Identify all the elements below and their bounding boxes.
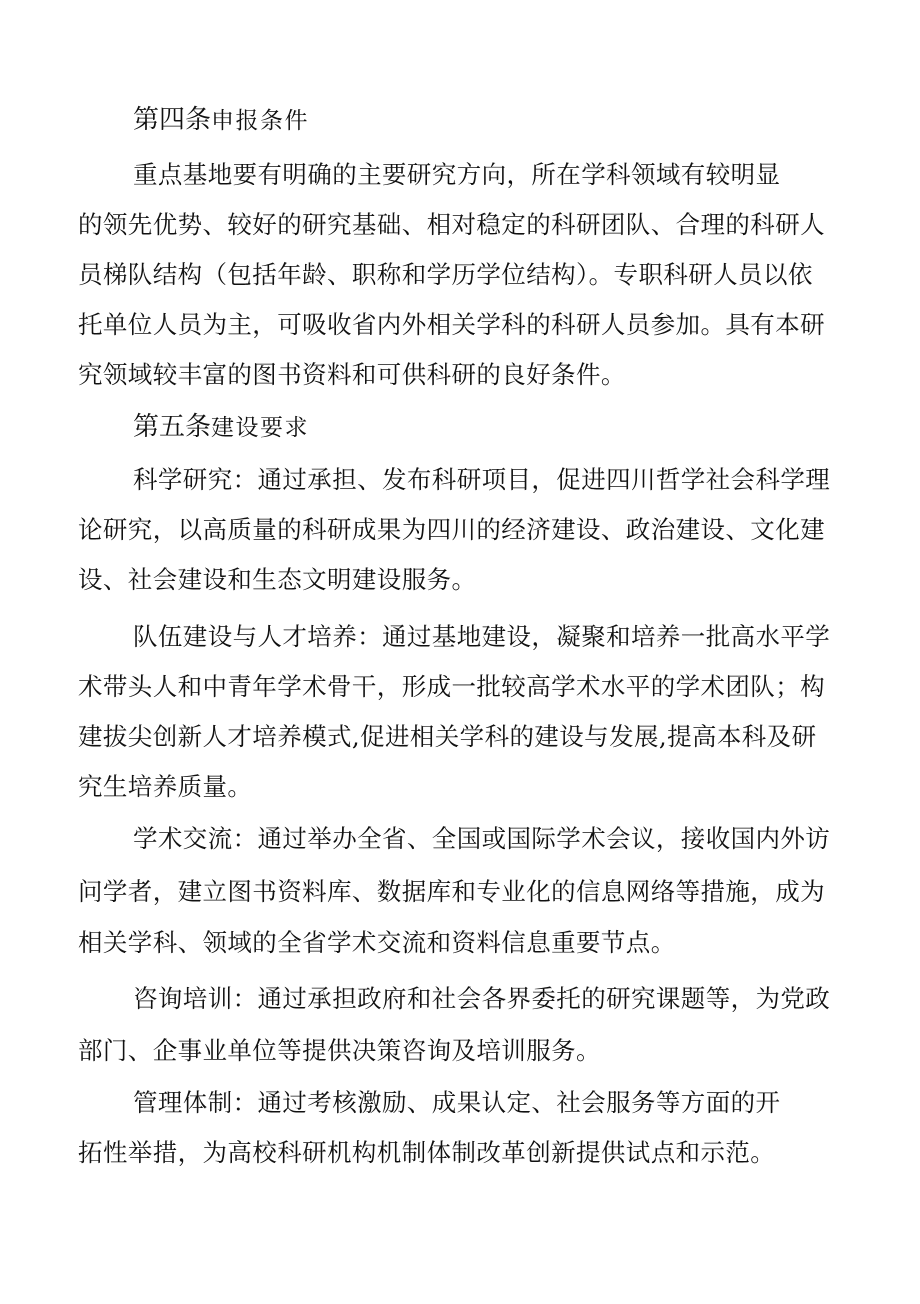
exchange-paragraph-line: 相关学科、领域的全省学术交流和资料信息重要节点。 [78, 928, 676, 957]
talent-paragraph-line: 建拔尖创新人才培养模式,促进相关学科的建设与发展,提高本科及研 [78, 722, 817, 751]
consulting-paragraph-line: 咨询培训：通过承担政府和社会各界委托的研究课题等，为党政 [133, 984, 831, 1013]
article-4-text-line: 重点基地要有明确的主要研究方向，所在学科领域有较明显 [133, 160, 781, 189]
management-paragraph-line: 拓性举措，为高校科研机构机制体制改革创新提供试点和示范。 [78, 1138, 776, 1167]
research-paragraph-line: 科学研究：通过承担、发布科研项目，促进四川哲学社会科学理 [133, 465, 831, 494]
article-4-heading [133, 104, 309, 137]
article-4-text-line: 究领域较丰富的图书资料和可供科研的良好条件。 [78, 360, 626, 389]
article-5-number: 第五条 [133, 412, 212, 442]
management-paragraph-line: 管理体制：通过考核激励、成果认定、社会服务等方面的开 [133, 1088, 781, 1117]
article-5-heading [133, 411, 309, 444]
exchange-paragraph-line: 问学者，建立图书资料库、数据库和专业化的信息网络等措施，成为 [78, 877, 825, 906]
talent-paragraph-line: 究生培养质量。 [78, 772, 253, 801]
article-4-text-line: 的领先优势、较好的研究基础、相对稳定的科研团队、合理的科研人 [78, 210, 825, 239]
talent-paragraph-line: 队伍建设与人才培养：通过基地建设，凝聚和培养一批高水平学 [133, 622, 831, 651]
article-4-number: 第四条 [133, 105, 212, 135]
research-paragraph-line: 设、社会建设和生态文明建设服务。 [78, 565, 477, 594]
talent-paragraph-line: 术带头人和中青年学术骨干，形成一批较高学术水平的学术团队；构 [78, 672, 825, 701]
exchange-paragraph-line: 学术交流：通过举办全省、全国或国际学术会议，接收国内外访 [133, 824, 831, 853]
research-paragraph-line: 论研究，以高质量的科研成果为四川的经济建设、政治建设、文化建 [78, 515, 825, 544]
article-4-text-line: 托单位人员为主，可吸收省内外相关学科的科研人员参加。具有本研 [78, 310, 825, 339]
article-4-title: 申报条件 [211, 108, 310, 134]
article-4-text-line: 员梯队结构（包括年龄、职称和学历学位结构）。专职科研人员以依 [78, 260, 813, 289]
article-5-title: 建设要求 [211, 415, 310, 441]
consulting-paragraph-line: 部门、企事业单位等提供决策咨询及培训服务。 [78, 1036, 601, 1065]
